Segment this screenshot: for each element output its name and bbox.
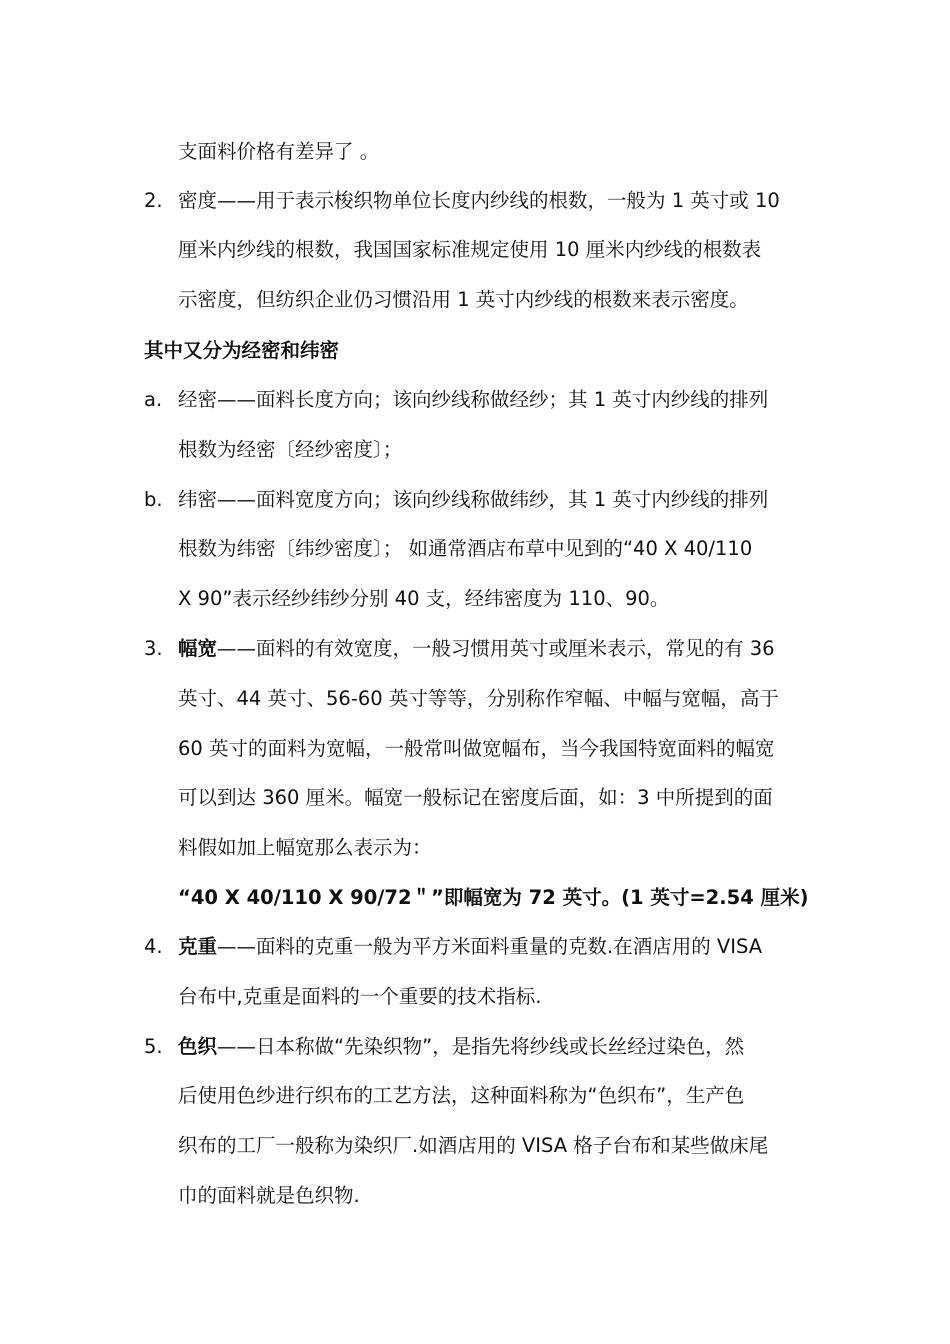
item-5-line-2: 后使用色纱进行织布的工艺方法，这种面料称为“色织布”，生产色 — [178, 1084, 745, 1107]
item-2-line-2: 厘米内纱线的根数，我国国家标准规定使用 10 厘米内纱线的根数表 — [178, 238, 762, 261]
item-3-line-3: 60 英寸的面料为宽幅，一般常叫做宽幅布，当今我国特宽面料的幅宽 — [178, 737, 775, 760]
item-3-emphasis: “40 X 40/110 X 90/72＂”即幅宽为 72 英寸。(1 英寸=2.54 厘米) — [178, 886, 809, 909]
item-2-line-3: 示密度，但纺织企业仍习惯沿用 1 英寸内纱线的根数来表示密度。 — [178, 288, 749, 311]
item-4-line-2: 台布中,克重是面料的一个重要的技术指标. — [178, 985, 542, 1008]
item-4-line-1-rest: ——面料的克重一般为平方米面料重量的克数.在酒店用的 VISA — [217, 935, 763, 958]
item-3-line-1-rest: ——面料的有效宽度，一般习惯用英寸或厘米表示，常见的有 36 — [217, 637, 775, 660]
item-5-line-1-rest: ——日本称做“先染织物”，是指先将纱线或长丝经过染色，然 — [217, 1035, 745, 1058]
item-3-line-5: 料假如加上幅宽那么表示为： — [178, 836, 432, 859]
continuation-line: 支面料价格有差异了 。 — [178, 140, 380, 163]
item-5-line-1 — [178, 1033, 744, 1061]
item-3-line-2: 英寸、44 英寸、56-60 英寸等等，分别称作窄幅、中幅与宽幅，高于 — [178, 687, 779, 710]
item-4-marker: 4. — [144, 935, 163, 958]
item-b-line-3: X 90”表示经纱纬纱分别 40 支，经纬密度为 110、90。 — [178, 587, 670, 610]
item-b-line-2: 根数为纬密〔纬纱密度〕； 如通常酒店布草中见到的“40 X 40/110 — [178, 537, 753, 560]
subheading: 其中又分为经密和纬密 — [144, 339, 340, 362]
item-a-marker: a. — [144, 388, 163, 411]
item-3-line-4: 可以到达 360 厘米。幅宽一般标记在密度后面，如：3 中所提到的面 — [178, 786, 773, 809]
item-5-line-4: 巾的面料就是色织物. — [178, 1184, 360, 1207]
item-5-marker: 5. — [144, 1035, 163, 1058]
item-a-line-2: 根数为经密〔经纱密度〕； — [178, 438, 403, 461]
item-b-marker: b. — [144, 488, 163, 511]
item-4-line-1 — [178, 933, 762, 961]
item-3-term: 幅宽 — [178, 637, 218, 660]
item-b-line-1: 纬密——面料宽度方向；该向纱线称做纬纱，其 1 英寸内纱线的排列 — [178, 488, 769, 511]
item-5-term: 色织 — [178, 1035, 218, 1058]
item-2-line-1: 密度——用于表示梭织物单位长度内纱线的根数，一般为 1 英寸或 10 — [178, 189, 780, 212]
item-5-line-3: 织布的工厂一般称为染织厂.如酒店用的 VISA 格子台布和某些做床尾 — [178, 1134, 769, 1157]
item-a-line-1: 经密——面料长度方向；该向纱线称做经纱；其 1 英寸内纱线的排列 — [178, 388, 769, 411]
item-2-marker: 2. — [144, 189, 163, 212]
item-3-line-1 — [178, 635, 775, 663]
item-4-term: 克重 — [178, 935, 218, 958]
item-3-marker: 3. — [144, 637, 163, 660]
